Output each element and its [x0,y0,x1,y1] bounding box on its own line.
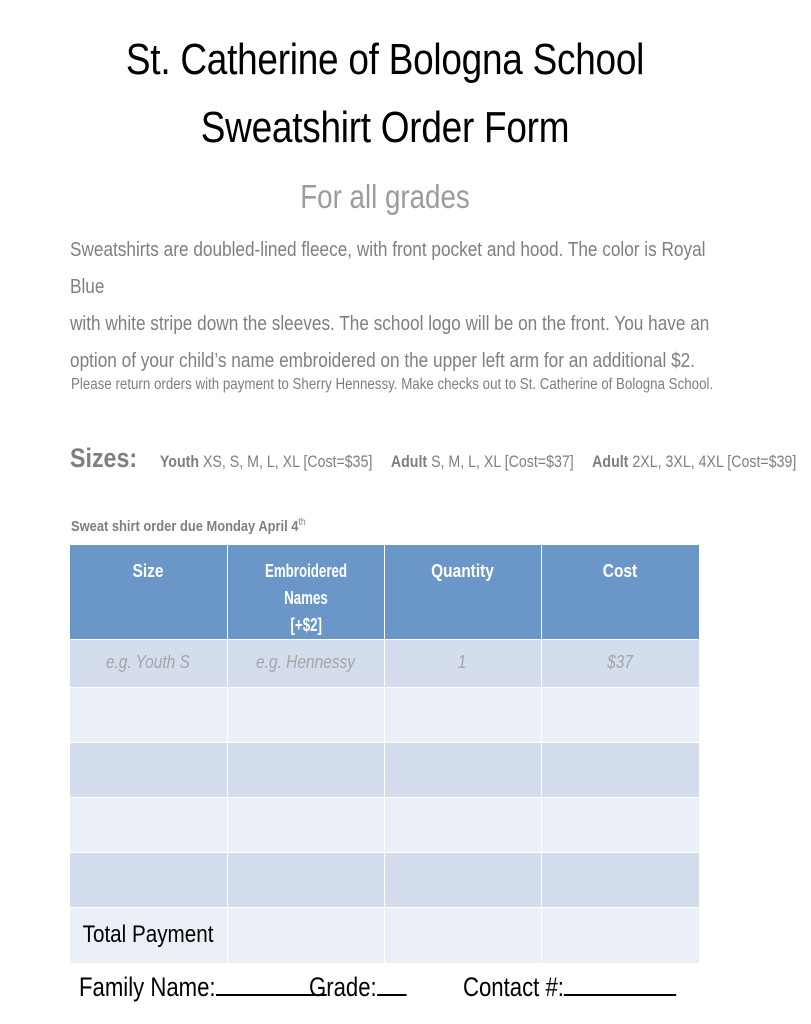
example-size: e.g. Youth S [70,640,227,688]
size-option-adult-plus [592,453,796,471]
grade-label: Grade: [309,972,377,1002]
example-cost: $37 [541,640,699,688]
size-detail: XS, S, M, L, XL [Cost=$35] [202,453,373,471]
example-name: e.g. Hennessy [227,640,384,688]
name-cell[interactable] [227,853,384,908]
header-names-line1: Embroidered Names [264,561,347,608]
size-group: Adult [390,453,428,471]
grade-blank[interactable] [377,972,407,996]
table-row-example [70,640,699,688]
sizes-row [70,443,811,474]
header-size: Size [70,545,227,640]
order-table [70,545,699,963]
name-cell[interactable] [227,743,384,798]
contact-field[interactable] [463,972,676,1003]
page-subtitle: For all grades [300,178,470,215]
cost-cell[interactable] [541,688,699,743]
header-cost: Cost [541,545,699,640]
intro-line1: Sweatshirts are doubled-lined fleece, with front pocket and hood. The color is Royal Blue [70,239,706,298]
sizes-label: Sizes: [70,443,138,473]
return-instructions: Please return orders with payment to Sherry Hennessy. Make checks out to St. Catherine of Bologna School. [71,376,714,393]
header-embroidered-names [227,545,384,640]
table-row-total [70,908,699,963]
header-quantity: Quantity [384,545,541,640]
size-cell[interactable] [70,798,227,853]
total-cell[interactable] [384,908,541,963]
size-group: Youth [159,453,200,471]
due-date-note [71,518,306,535]
intro-line2: with white stripe down the sleeves. The school logo will be on the front. You have an [70,313,710,335]
table-row [70,743,699,798]
family-name-label: Family Name: [79,972,216,1002]
intro-paragraph [70,232,730,380]
size-cell[interactable] [70,743,227,798]
family-name-field[interactable] [79,972,326,1003]
size-group: Adult [592,453,629,471]
name-cell[interactable] [227,798,384,853]
page-title-line1: St. Catherine of Bologna School [125,35,645,84]
contact-label: Contact #: [463,972,564,1002]
size-detail: S, M, L, XL [Cost=$37] [431,453,574,471]
quantity-cell[interactable] [384,743,541,798]
header-names-line2: [+$2] [289,615,322,635]
size-option-adult [391,453,574,471]
page-title-line2: Sweatshirt Order Form [200,103,570,152]
table-header-row [70,545,699,640]
total-cell[interactable] [227,908,384,963]
table-row [70,853,699,908]
size-cell[interactable] [70,688,227,743]
cost-cell[interactable] [541,798,699,853]
quantity-cell[interactable] [384,798,541,853]
table-row [70,688,699,743]
due-suffix: th [298,517,306,528]
contact-blank[interactable] [564,972,676,996]
grade-field[interactable] [309,972,406,1003]
cost-cell[interactable] [541,853,699,908]
example-quantity: 1 [384,640,541,688]
size-option-youth [160,453,373,471]
total-payment-label: Total Payment [70,908,227,963]
total-cell[interactable] [541,908,699,963]
intro-line3: option of your child’s name embroidered on the upper left arm for an additional $2. [70,350,696,372]
quantity-cell[interactable] [384,688,541,743]
size-detail: 2XL, 3XL, 4XL [Cost=$39] [632,453,797,471]
quantity-cell[interactable] [384,853,541,908]
table-row [70,798,699,853]
due-text: Sweat shirt order due Monday April 4 [71,518,299,535]
cost-cell[interactable] [541,743,699,798]
size-cell[interactable] [70,853,227,908]
name-cell[interactable] [227,688,384,743]
